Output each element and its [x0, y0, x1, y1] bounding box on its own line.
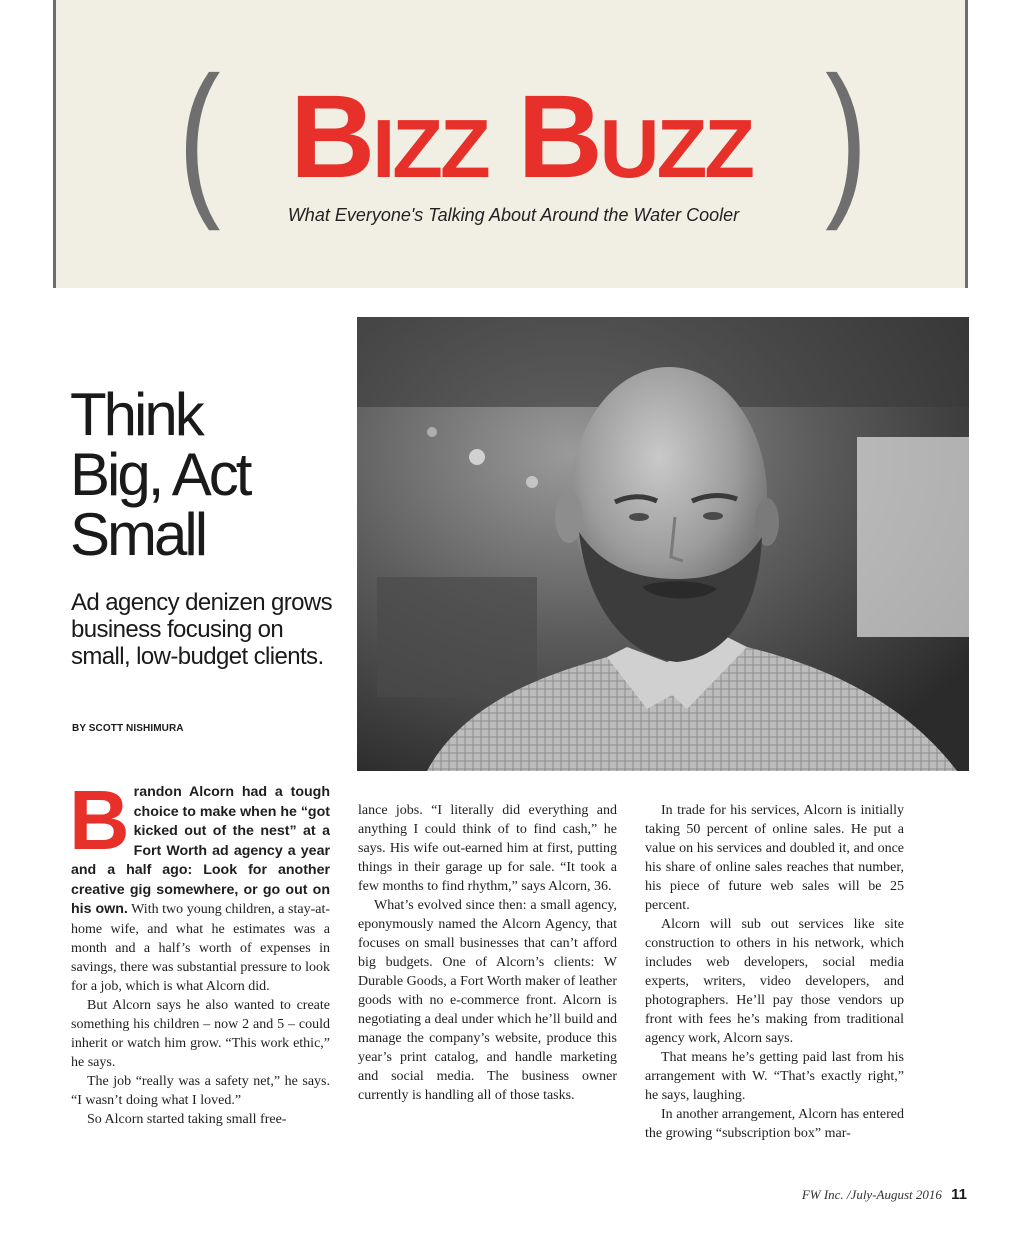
- banner-paren-right: ): [825, 42, 868, 232]
- publication-info: FW Inc. /July-August 2016: [801, 1187, 942, 1202]
- article-byline: BY SCOTT NISHIMURA: [72, 723, 184, 734]
- article-column-1: [69, 773, 331, 1129]
- page-number: 11: [951, 1186, 967, 1203]
- section-banner: [53, 0, 968, 288]
- article-dek: Ad agency denizen grows business focusing on small, low-budget clients.: [71, 589, 333, 670]
- page-footer: [802, 1186, 967, 1203]
- paragraph: That means he’s getting paid last from his arrangement with W. “That’s exactly right,” he says, laughing.: [645, 1050, 904, 1103]
- article-column-3: [645, 801, 904, 1143]
- paragraph: In another arrangement, Alcorn has entered the growing “subscription box” mar-: [645, 1107, 904, 1141]
- drop-cap: B: [69, 773, 130, 867]
- paragraph: But Alcorn says he also wanted to create something his children – now 2 and 5 – could inherit or watch him grow. “This work ethic,” he says.: [71, 997, 330, 1070]
- paragraph: The job “really was a safety net,” he says. “I wasn’t doing what I loved.”: [71, 1073, 330, 1108]
- article-lead: randon Alcorn had a tough choice to make when he “got kicked out of the nest” at a Fort Worth ad agency a year and a half ago: Look for another creative gig somewhere, or go out on his own.: [71, 784, 330, 917]
- paragraph: [69, 773, 331, 996]
- paragraph: Alcorn will sub out services like site construction to others in his network, which includes web developers, social media experts, writers, video developers, and photographers. He’ll pay those vendors up front with fees he’s making from traditional agency work, Alcorn says.: [645, 917, 904, 1046]
- section-logo: Bizz Buzz: [289, 71, 752, 203]
- paragraph-text: With two young children, a stay-at-home wife, and what he estimates was a month and a half’s worth of expenses in savings, there was substantial pressure to look for a job, which is what Alcorn did.: [71, 902, 331, 994]
- paragraph: So Alcorn started taking small free-: [87, 1111, 287, 1127]
- article-headline: Think Big, Act Small: [70, 381, 250, 568]
- paragraph: In trade for his services, Alcorn is initially taking 50 percent of online sales. He put a value on his services and doubled it, and once his share of online sales reaches that number, his piece of future web sales will be 25 percent.: [645, 803, 904, 913]
- article-column-2: [358, 801, 617, 1105]
- paragraph: lance jobs. “I literally did everything and anything I could think of to find cash,” he says. His wife out-earned him at first, putting things in their garage up for sale. “It took a few months to find rhythm,” says Alcorn, 36.: [358, 803, 617, 894]
- section-tagline: What Everyone's Talking About Around the Water Cooler: [287, 205, 740, 225]
- portrait-photo: [357, 317, 969, 771]
- banner-paren-left: (: [178, 42, 221, 232]
- paragraph: What’s evolved since then: a small agency, eponymously named the Alcorn Agency, that focuses on small businesses that can’t afford big budgets. One of Alcorn’s clients: W Durable Goods, a Fort Worth maker of leather goods with no e-commerce front. Alcorn is negotiating a deal under which he’ll build and manage the company’s website, produce this year’s print catalog, and handle marketing and social media. The business owner currently is handling all of those tasks.: [358, 898, 617, 1103]
